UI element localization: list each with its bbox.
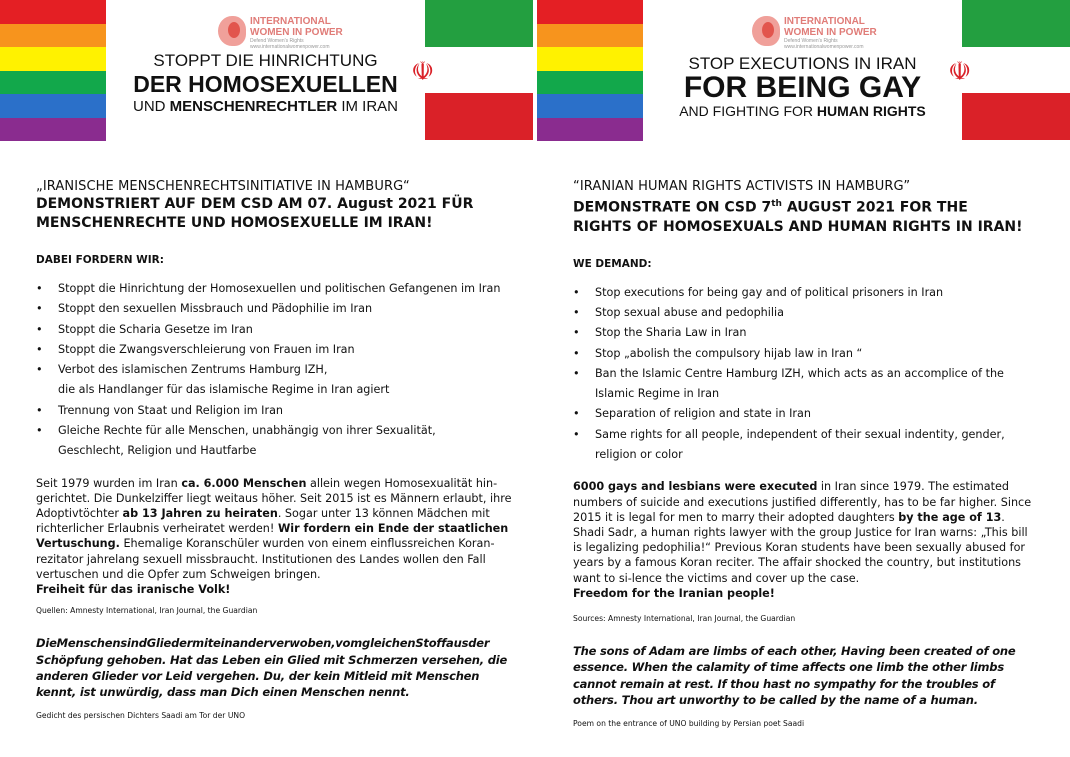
list-item: • Stoppt den sexuellen Missbrauch und Pädophilie im Iran [36,299,516,319]
list-item: • Stoppt die Zwangsverschleierung von Frauen im Iran [36,340,516,360]
header-right [643,55,962,118]
list-item: • Same rights for all people, independent of their sexual indentity, gender, [573,425,1038,445]
header-left-line2: DER HOMOSEXUELLEN [133,71,398,97]
header-left [106,52,425,114]
iran-flag-left [411,0,533,140]
list-item: • Verbot des islamischen Zentrums Hamburg IZH, [36,360,516,380]
header-right-line2: FOR BEING GAY [683,71,922,104]
intro-subtitle-right: DEMONSTRATE ON CSD 7th AUGUST 2021 FOR THE RIGHTS OF HOMOSEXUALS AND HUMAN RIGHTS IN IRAN! [573,199,1023,235]
logo-left [218,16,343,50]
demand-list-right [573,283,1038,466]
list-item: religion or color [595,448,683,462]
list-item: Geschlecht, Religion und Hautfarbe [58,444,257,458]
list-item: • Stop executions for being gay and of political prisoners in Iran [573,283,1038,303]
logo-right [752,16,877,50]
logo-line1: INTERNATIONAL [250,16,331,27]
logo-url: www.internationalwomenpower.com [784,44,864,50]
list-item: • Stop the Sharia Law in Iran [573,323,1038,343]
iran-emblem-icon: ☫ [411,56,435,87]
body-paragraph-left: Seit 1979 wurden im Iran ca. 6.000 Menschen allein wegen Homosexualität hin-gerichtet. Die Dunkelziffer liegt weitaus höher. Seit 2015 ist es Männern erlaubt, ihre Adoptivtöchter ab 13 Jahren zu heiraten. Sogar unter 13 können Mädchen mit richterlicher Erlaubnis verheiratet werden! Wir fordern ein Ende der staatlichen Vertuschung. Ehemalige Koranschüler wurden von einem einflussreichen Koran-rezitator jahrelang sexuell missbraucht. Institutionen des Landes wollen den Fall vertuschen und die Opfer zum Schweigen bringen. Freiheit für das iranische Volk! [36,476,512,597]
demand-heading-left: DABEI FORDERN WIR: [36,254,164,266]
iran-emblem-icon: ☫ [948,56,972,87]
list-item: • Ban the Islamic Centre Hamburg IZH, which acts as an accomplice of the [573,364,1038,384]
logo-tag: Defend Women's Rights [784,38,838,44]
header-right-line1: STOP EXECUTIONS IN IRAN [688,54,917,73]
rainbow-flag-right [537,0,643,141]
intro-subtitle-left: DEMONSTRIERT AUF DEM CSD AM 07. August 2021 FÜR MENSCHENRECHTE UND HOMOSEXUELLE IM IRAN! [36,196,474,231]
intro-title-left: „IRANISCHE MENSCHENRECHTSINITIATIVE IN HAMBURG“ [36,179,410,194]
poem-left: DieMenschensindGliedermiteinanderverwoben,vomgleichenStoffausder Schöpfung gehoben. Hat das Leben ein Glied mit Schmerzen versehen, die anderen Glieder vor Leid vergehen. Du, der kein Mitleid mit Menschen kennt, ist unwürdig, dass man Dich einen Menschen nennt. [36,636,508,700]
logo-url: www.internationalwomenpower.com [250,44,330,50]
list-item: • Stoppt die Hinrichtung der Homosexuellen und politischen Gefangenen im Iran [36,279,516,299]
list-item: • Stop sexual abuse and pedophilia [573,303,1038,323]
logo-line2: WOMEN IN POWER [250,27,343,38]
list-item: die als Handlanger für das islamische Regime in Iran agiert [58,383,390,397]
poem-right: The sons of Adam are limbs of each other, Having been created of one essence. When the calamity of time affects one limb the other limbs cannot remain at rest. If thou hast no sympathy for the troubles of others. Thou art unworthy to be called by the name of a human. [573,643,1016,707]
body-paragraph-right: 6000 gays and lesbians were executed in Iran since 1979. The estimated numbers of suicide and executions justified differently, has to be far higher. Since 2015 it is legal for men to marry their adopted daughters by the age of 13. Shadi Sadr, a human rights lawyer with the group Justice for Iran warns: „This bill is legalizing pedophilia!“ Previous Koran students have been sexually abused for years by a famous Koran reciter. The affair shocked the country, but institutions want to si-lence the victims and cover up the case. Freedom for the Iranian people! [573,480,1032,600]
list-item: • Stop „abolish the compulsory hijab law in Iran “ [573,344,1038,364]
women-in-power-logo-icon [752,16,780,46]
logo-tag: Defend Women's Rights [250,38,304,44]
list-item: Islamic Regime in Iran [595,387,720,401]
header-left-line3: UND MENSCHENRECHTLER IM IRAN [132,98,399,115]
logo-line1: INTERNATIONAL [784,16,865,27]
logo-line2: WOMEN IN POWER [784,27,877,38]
poem-source-right: Poem on the entrance of UNO building by Persian poet Saadi [573,719,805,729]
women-in-power-logo-icon [218,16,246,46]
list-item: • Stoppt die Scharia Gesetze im Iran [36,320,516,340]
right-column [573,178,1038,728]
sources-right: Sources: Amnesty International, Iran Journal, the Guardian [573,613,796,623]
header-right-line3: AND FIGHTING FOR HUMAN RIGHTS [679,103,926,119]
rainbow-flag-left [0,0,106,141]
demand-heading-right: WE DEMAND: [573,257,652,270]
poem-source-left: Gedicht des persischen Dichters Saadi am Tor der UNO [36,711,246,721]
iran-flag-right [948,0,1070,140]
list-item: • Trennung von Staat und Religion im Iran [36,401,516,421]
list-item: • Gleiche Rechte für alle Menschen, unabhängig von ihrer Sexualität, [36,421,516,441]
left-column [36,178,516,720]
intro-title-right: “IRANIAN HUMAN RIGHTS ACTIVISTS IN HAMBURG” [573,179,911,194]
sources-left: Quellen: Amnesty International, Iran Journal, the Guardian [36,606,258,616]
demand-list-left [36,279,516,462]
header-left-line1: STOPPT DIE HINRICHTUNG [153,51,378,70]
list-item: • Separation of religion and state in Iran [573,404,1038,424]
